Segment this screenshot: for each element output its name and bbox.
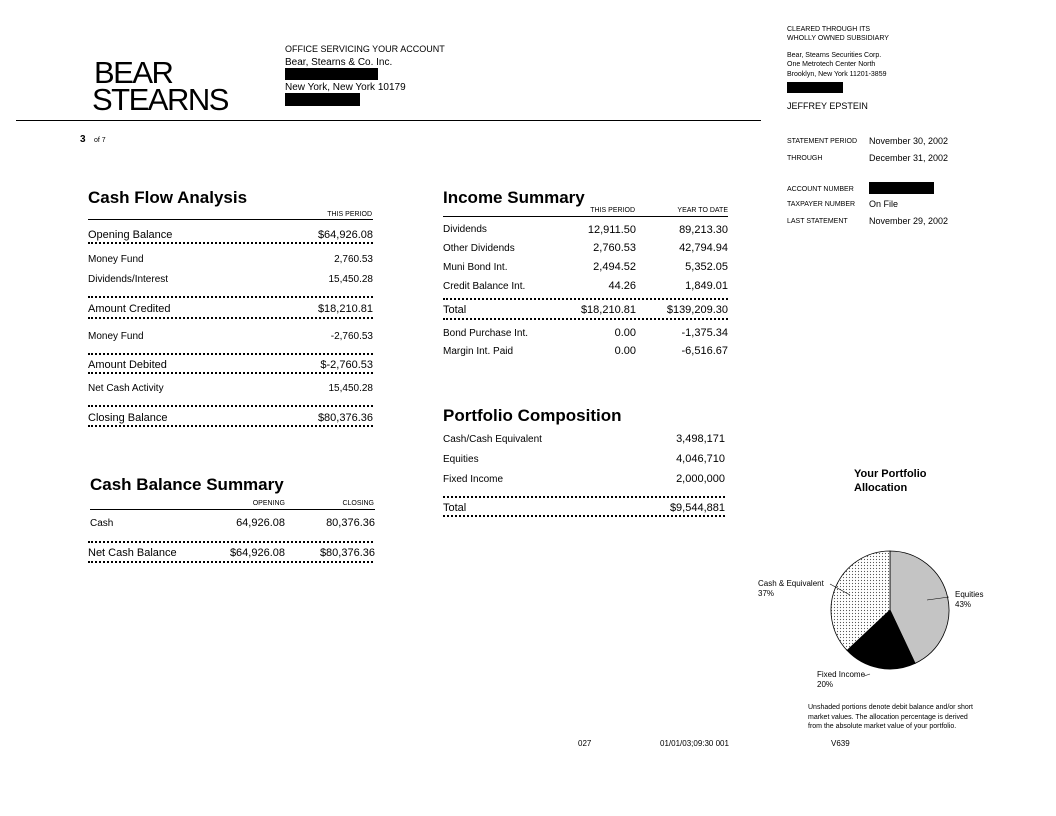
taxpayer-label: TAXPAYER NUMBER [787,201,856,208]
dotted-rule [88,425,373,427]
cash-flow-title: Cash Flow Analysis [88,188,248,207]
slice-name: Cash & Equivalent [758,579,824,588]
income-total-period: $18,210.81 [580,304,636,316]
portfolio-row-value: 3,498,171 [676,433,725,445]
portfolio-row-label: Fixed Income [443,474,504,485]
dotted-rule [88,405,373,407]
page-total: of 7 [94,137,106,144]
income-row-period: 2,760.53 [593,242,636,254]
footer-code3: V639 [831,739,850,748]
slice-name: Fixed Income [817,670,866,679]
dividends-interest-value: 15,450.28 [328,274,373,285]
closing-balance-label: Closing Balance [88,412,168,424]
income-col-period: THIS PERIOD [590,207,635,214]
amount-debited-value: $-2,760.53 [320,359,373,371]
footer-code2: 01/01/03;09:30 001 [660,739,729,748]
income-row-ytd: -1,375.34 [681,327,728,339]
money-fund-debit-value: -2,760.53 [330,331,373,342]
net-cash-balance-opening: $64,926.08 [229,547,285,559]
redaction-bar [285,93,360,106]
slice-label-cash [758,579,824,599]
clearing-company: Bear, Stearns Securities Corp. [787,52,882,59]
note-line: Unshaded portions denote debit balance and/or short [808,704,974,711]
income-row-ytd: 89,213.30 [679,224,728,236]
income-row-period: 2,494.52 [593,261,636,273]
net-cash-balance-closing: $80,376.36 [319,547,375,559]
income-row-label: Muni Bond Int. [443,262,508,273]
allocation-pie-chart [740,540,1010,700]
office-label: OFFICE SERVICING YOUR ACCOUNT [285,44,445,54]
header-rule [16,120,761,121]
rule [88,219,373,220]
income-total-ytd: $139,209.30 [666,304,728,316]
allocation-title-line2: Allocation [854,482,908,494]
closing-balance-value: $80,376.36 [317,412,373,424]
dotted-rule [88,372,373,374]
through-value: December 31, 2002 [869,153,949,163]
income-row-label: Other Dividends [443,243,515,254]
slice-label-equities [955,590,983,610]
dotted-rule [443,496,725,498]
amount-credited-value: $18,210.81 [317,303,373,315]
slice-pct: 43% [955,600,972,609]
dotted-rule [88,317,373,319]
income-row-ytd: 5,352.05 [685,261,728,273]
last-statement-value: November 29, 2002 [869,216,949,226]
note-line: from the absolute market value of your portfolio. [808,723,957,730]
income-row-label: Margin Int. Paid [443,346,514,357]
cash-opening-value: 64,926.08 [236,517,285,529]
slice-pct: 37% [758,589,775,598]
last-statement-label: LAST STATEMENT [787,218,848,225]
income-row-ytd: -6,516.67 [681,345,728,357]
logo-line1: BEAR [94,55,173,90]
income-row-label: Dividends [443,224,487,235]
cash-balance-col-opening: OPENING [252,500,285,507]
income-row-label: Bond Purchase Int. [443,328,529,339]
opening-balance-label: Opening Balance [88,229,173,241]
net-cash-balance-label: Net Cash Balance [88,547,177,559]
statement-period-value: November 30, 2002 [869,136,949,146]
clearing-address2: Brooklyn, New York 11201-3859 [787,71,887,78]
opening-balance-value: $64,926.08 [317,229,373,241]
logo-line2: STEARNS [92,82,228,117]
page-number [80,129,106,147]
portfolio-total-label: Total [443,502,467,514]
cash-closing-value: 80,376.36 [326,517,375,529]
cash-balance-title: Cash Balance Summary [90,475,284,494]
dividends-interest-label: Dividends/Interest [88,274,169,285]
portfolio-row-label: Cash/Cash Equivalent [443,434,542,445]
page-current: 3 [80,134,86,145]
income-col-ytd: YEAR TO DATE [677,207,728,214]
amount-credited-label: Amount Credited [88,303,171,315]
allocation-title-line1: Your Portfolio [854,468,927,480]
dotted-rule [443,298,728,300]
dotted-rule [443,318,728,320]
office-city: New York, New York 10179 [285,82,406,93]
rule [443,216,728,217]
clearing-address1: One Metrotech Center North [787,61,876,68]
portfolio-row-label: Equities [443,454,479,465]
office-name: Bear, Stearns & Co. Inc. [285,57,393,68]
allocation-title [854,467,927,495]
rule [90,509,375,510]
dotted-rule [443,515,725,517]
income-row-ytd: 1,849.01 [685,280,728,292]
clearing-line2: WHOLLY OWNED SUBSIDIARY [787,35,889,42]
slice-pct: 20% [817,680,834,689]
net-cash-activity-value: 15,450.28 [328,383,373,394]
footer-code1: 027 [578,739,592,748]
portfolio-total-value: $9,544,881 [669,502,725,514]
account-number-label: ACCOUNT NUMBER [787,186,854,193]
income-row-period: 0.00 [614,327,636,339]
allocation-note [808,703,973,732]
dotted-rule [88,353,373,355]
money-fund-credit-value: 2,760.53 [334,254,373,265]
statement-period-label: STATEMENT PERIOD [787,138,858,145]
note-line: market values. The allocation percentage is derived [808,713,968,721]
income-row-label: Credit Balance Int. [443,281,526,292]
income-row-period: 44.26 [608,280,636,292]
redaction-bar [285,68,378,80]
income-summary-title: Income Summary [443,188,585,207]
dotted-rule [88,296,373,298]
redaction-bar [787,82,843,93]
money-fund-debit-label: Money Fund [88,331,144,342]
cash-balance-col-closing: CLOSING [342,500,374,507]
portfolio-row-value: 4,046,710 [676,453,725,465]
portfolio-row-value: 2,000,000 [676,473,725,485]
slice-name: Equities [955,590,984,599]
income-total-label: Total [443,304,467,316]
clearing-line1: CLEARED THROUGH ITS [787,26,871,33]
cash-flow-col-header: THIS PERIOD [327,211,372,218]
income-row-ytd: 42,794.94 [679,242,728,254]
taxpayer-value: On File [869,199,899,209]
net-cash-activity-label: Net Cash Activity [88,383,164,394]
amount-debited-label: Amount Debited [88,359,167,371]
redaction-bar [869,182,934,194]
income-row-period: 12,911.50 [587,224,636,236]
cash-label: Cash [90,518,114,529]
client-name: JEFFREY EPSTEIN [787,101,868,111]
through-label: THROUGH [787,155,823,162]
portfolio-composition-title: Portfolio Composition [443,406,622,425]
dotted-rule [88,242,373,244]
money-fund-credit-label: Money Fund [88,254,144,265]
income-row-period: 0.00 [614,345,636,357]
dotted-rule [88,561,373,563]
dotted-rule [88,541,373,543]
bear-stearns-logo [92,55,228,117]
slice-label-fixed-income [817,670,865,690]
